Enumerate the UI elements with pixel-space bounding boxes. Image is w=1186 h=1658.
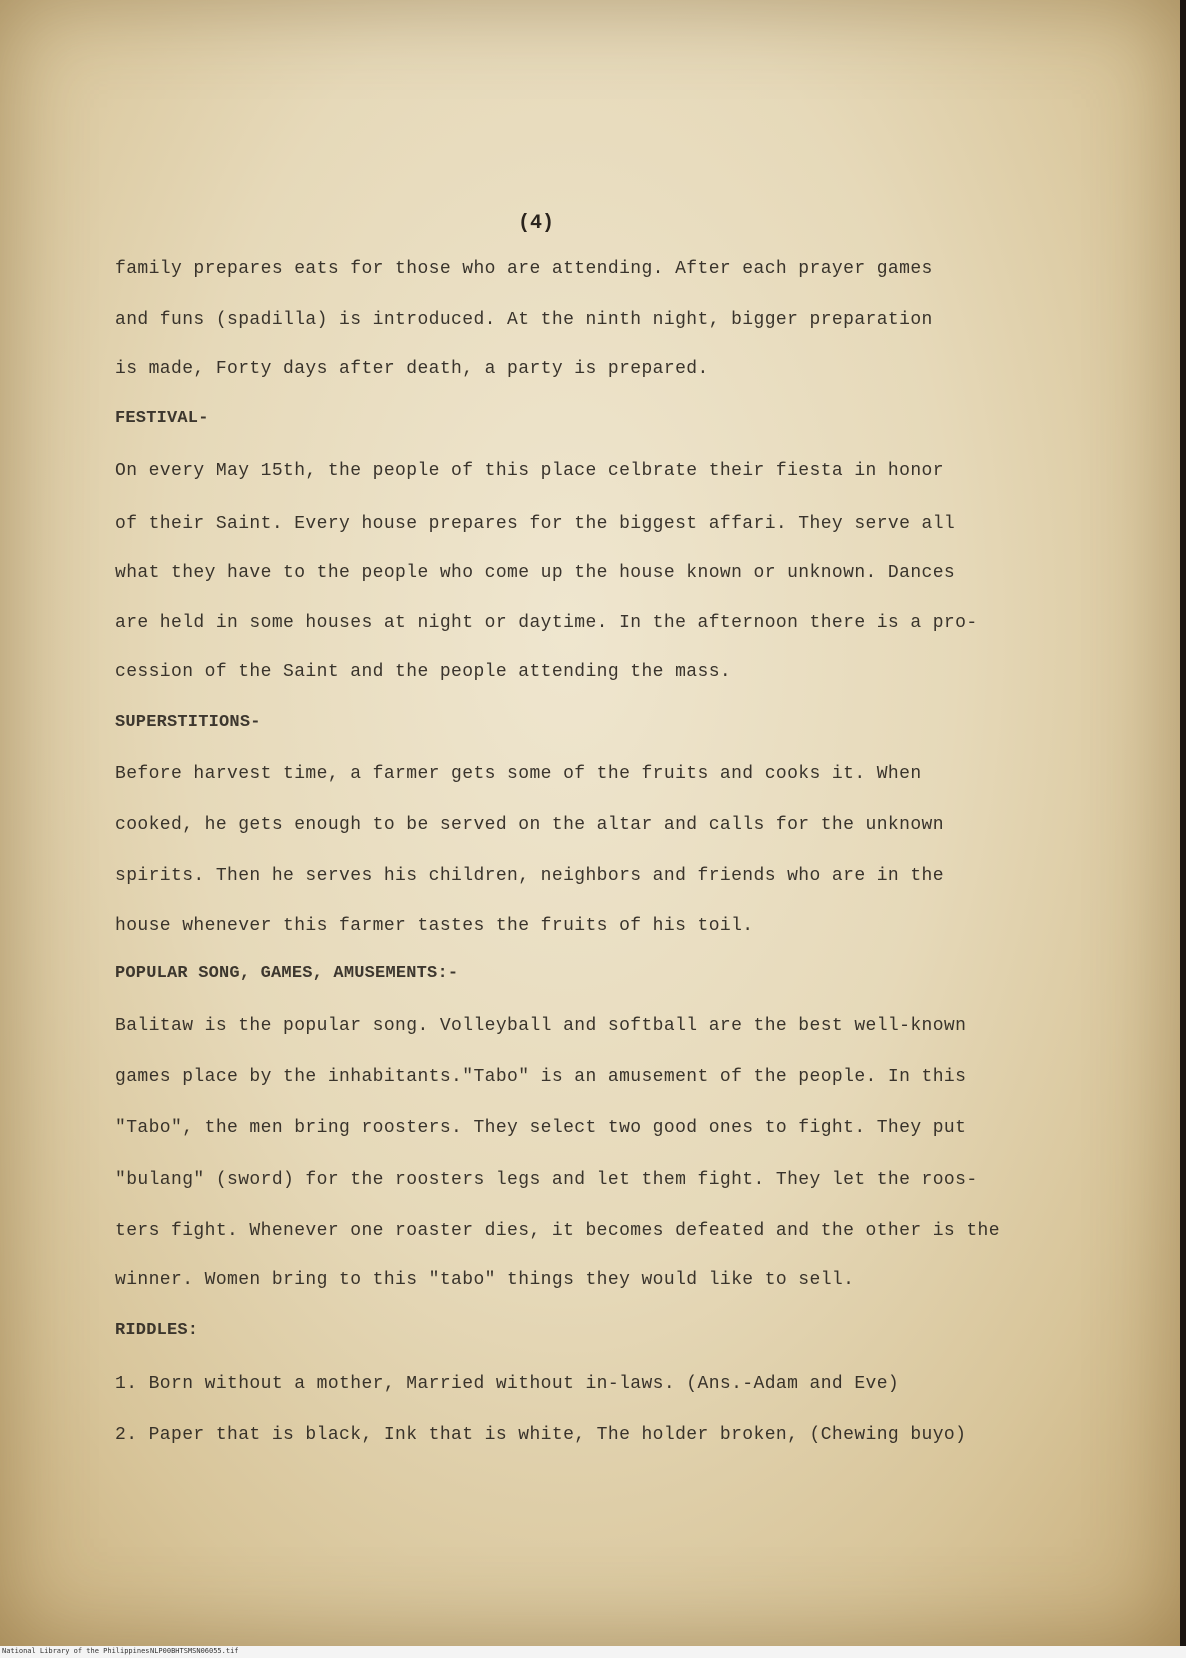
footer-file-id: NLP00BHTSMSN06055.tif xyxy=(150,1647,239,1655)
text-line: "bulang" (sword) for the roosters legs and let them fight. They let the roos- xyxy=(115,1170,978,1190)
section-heading-riddles: RIDDLES: xyxy=(115,1321,199,1340)
text-line: are held in some houses at night or daytime. In the afternoon there is a pro- xyxy=(115,613,978,633)
text-line: is made, Forty days after death, a party is prepared. xyxy=(115,359,709,379)
text-line: spirits. Then he serves his children, neighbors and friends who are in the xyxy=(115,866,944,886)
section-heading-festival: FESTIVAL- xyxy=(115,409,209,428)
text-line: winner. Women bring to this "tabo" things they would like to sell. xyxy=(115,1270,855,1290)
text-line: of their Saint. Every house prepares for the biggest affari. They serve all xyxy=(115,514,956,534)
text-line: ters fight. Whenever one roaster dies, it becomes defeated and the other is the xyxy=(115,1221,1000,1241)
text-line: and funs (spadilla) is introduced. At the ninth night, bigger preparation xyxy=(115,310,933,330)
text-line: cession of the Saint and the people attending the mass. xyxy=(115,662,732,682)
section-heading-superstitions: SUPERSTITIONS- xyxy=(115,713,261,732)
text-line: Before harvest time, a farmer gets some of the fruits and cooks it. When xyxy=(115,764,922,784)
footer-library: National Library of the Philippines xyxy=(2,1647,150,1655)
text-line: Balitaw is the popular song. Volleyball and softball are the best well-known xyxy=(115,1016,967,1036)
text-line: "Tabo", the men bring roosters. They select two good ones to fight. They put xyxy=(115,1118,967,1138)
text-line: house whenever this farmer tastes the fruits of his toil. xyxy=(115,916,754,936)
text-line: On every May 15th, the people of this place celbrate their fiesta in honor xyxy=(115,461,944,481)
text-line: cooked, he gets enough to be served on the altar and calls for the unknown xyxy=(115,815,944,835)
section-heading-popular: POPULAR SONG, GAMES, AMUSEMENTS:- xyxy=(115,964,459,983)
text-line: what they have to the people who come up the house known or unknown. Dances xyxy=(115,563,956,583)
riddle-item: 2. Paper that is black, Ink that is white, The holder broken, (Chewing buyo) xyxy=(115,1425,967,1445)
riddle-item: 1. Born without a mother, Married without in-laws. (Ans.-Adam and Eve) xyxy=(115,1374,900,1394)
page-number: (4) xyxy=(518,212,555,235)
text-line: games place by the inhabitants."Tabo" is an amusement of the people. In this xyxy=(115,1067,967,1087)
text-line: family prepares eats for those who are attending. After each prayer games xyxy=(115,259,933,279)
